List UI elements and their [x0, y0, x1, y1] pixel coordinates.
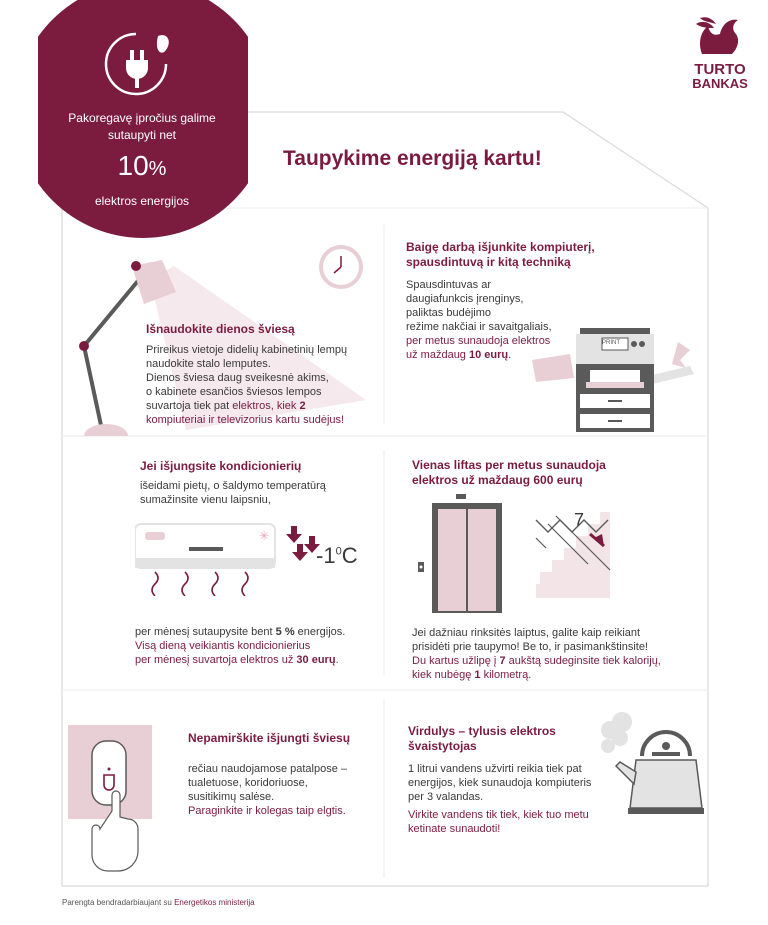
computer-hl-1: per metus sunaudoja elektros	[406, 335, 551, 347]
page-title: Taupykime energiją kartu!	[283, 147, 542, 170]
lift-text	[412, 626, 702, 682]
logo-line-1: TURTO	[694, 61, 746, 78]
badge-text-1: Pakoregavę įpročius galime	[68, 111, 216, 125]
temperature-value: -1	[316, 543, 336, 568]
temperature-unit: C	[341, 543, 358, 568]
ac-line-1: išeidami pietų, o šaldymo temperatūrą	[140, 480, 326, 492]
switch-line-1: rečiau naudojamose patalpose –	[188, 763, 348, 775]
kettle-title-line-1: Virdulys – tylusis elektros	[408, 724, 556, 738]
turto-bankas-logo	[692, 14, 748, 91]
lift-line-4-post: kilometrą.	[480, 669, 532, 681]
ac-bottom-line-3	[135, 653, 385, 667]
kettle-title	[408, 724, 556, 754]
footer	[62, 898, 255, 907]
lift-line-4-pre: kiek nubėgę	[412, 669, 475, 681]
switch-title: Nepamirškite išjungti šviesų	[188, 731, 351, 745]
computer-title-line-2: spausdintuvą ir kitą techniką	[406, 255, 571, 269]
badge-text-3: elektros energijos	[94, 194, 190, 208]
kettle-line-3: per 3 valandas.	[408, 791, 484, 803]
kettle-illustration	[592, 712, 704, 816]
switch-line-2: tualetuose, koridoriuose,	[188, 777, 308, 789]
floor-number: 7	[574, 510, 585, 530]
footer-text: Parengta bendradarbiaujant su	[62, 898, 175, 907]
computer-line-2: daugiafunkcis įrenginys,	[406, 293, 524, 305]
lift-title-line-2: elektros už maždaug 600 eurų	[412, 473, 583, 487]
ac-title: Jei išjungsite kondicionierių	[140, 459, 302, 473]
computer-hl-2-bold: 10 eurų	[468, 349, 509, 361]
footer-ministry-link[interactable]: Energetikos ministerija	[174, 898, 255, 907]
computer-line-4: režime nakčiai ir savaitgaliais,	[406, 321, 552, 333]
logo-line-2: BANKAS	[692, 76, 748, 91]
svg-text:✳: ✳	[259, 529, 270, 543]
kettle-hl-2: ketinate sunaudoti!	[408, 823, 501, 835]
lift-illustration	[418, 494, 618, 616]
daylight-line-6: kompiuteriai ir televizorius kartu sudėjus!	[146, 414, 345, 426]
daylight-line-3: Dienos šviesa daug sveikesnė akims,	[146, 372, 329, 384]
lift-line-3-post: aukštą sudeginsite tiek kalorijų,	[505, 655, 661, 667]
daylight-title: Išnaudokite dienos šviesą	[146, 322, 295, 336]
lift-line-4-bold: 1	[474, 669, 481, 681]
lift-line-1: Jei dažniau rinksitės laiptus, galite kaip reikiant	[412, 627, 641, 639]
ac-bottom-1-pre: per mėnesį sutaupysite bent	[135, 626, 276, 638]
badge-percent-sign: %	[148, 158, 167, 180]
printer-label: PRINT	[602, 340, 620, 346]
daylight-line-2: naudokite stalo lemputes.	[146, 358, 271, 370]
badge-text-2: sutaupyti net	[107, 128, 177, 142]
lift-title	[412, 458, 606, 488]
computer-title	[406, 240, 595, 270]
kettle-hl-1: Virkite vandens tik tiek, kiek tuo metu	[408, 809, 589, 821]
badge-percent	[52, 150, 232, 185]
lift-line-3-bold: 7	[499, 655, 506, 667]
ac-bottom-line-1	[135, 625, 385, 639]
ac-bottom-3-bold: 30 eurų	[296, 654, 336, 666]
ac-line-2: sumažinsite vienu laipsniu,	[140, 494, 271, 506]
lift-title-line-1: Vienas liftas per metus sunaudoja	[412, 458, 606, 472]
daylight-line-5-hl: elektros, kiek	[232, 400, 300, 412]
computer-title-line-1: Baigę darbą išjunkite kompiuterį,	[406, 240, 595, 254]
computer-hl-2-pre: už maždaug	[406, 349, 469, 361]
switch-text	[188, 762, 378, 818]
daylight-text	[146, 343, 386, 427]
switch-hl: Paraginkite ir kolegas taip elgtis.	[188, 805, 346, 817]
temperature-change	[316, 543, 358, 569]
computer-line-3: paliktas budėjimo	[406, 307, 491, 319]
kettle-text	[408, 762, 608, 804]
daylight-line-1: Prireikus vietoje didelių kabinetinių lempų	[146, 344, 348, 356]
lift-line-3	[412, 654, 702, 668]
kettle-line-1: 1 litrui vandens užvirti reikia tiek pat	[408, 763, 582, 775]
temperature-degree: 0	[335, 545, 342, 558]
ac-text	[140, 479, 380, 507]
kettle-hl-text	[408, 808, 608, 836]
computer-hl-2-post: .	[508, 349, 512, 361]
ac-bottom-text	[135, 625, 385, 667]
ac-bottom-line-2: Visą dieną veikiantis kondicionierius	[135, 640, 311, 652]
lift-line-4	[412, 668, 702, 682]
daylight-line-4: o kabinete esančios šviesos lempos	[146, 386, 322, 398]
griffin-icon	[692, 14, 748, 58]
daylight-line-5-pre: suvartoja tiek pat	[146, 400, 233, 412]
ac-bottom-3-pre: per mėnesį suvartoja elektros už	[135, 654, 297, 666]
computer-line-1: Spausdintuvas ar	[406, 279, 491, 291]
printer-illustration	[530, 320, 700, 435]
lift-line-2: prisidėti prie taupymo! Be to, ir pasimankštinsite!	[412, 641, 648, 653]
lift-line-3-pre: Du kartus užlipę į	[412, 655, 500, 667]
badge-percent-value: 10	[117, 150, 149, 181]
kettle-line-2: energijos, kiek sunaudoja kompiuteris	[408, 777, 592, 789]
ac-bottom-1-bold: 5 %	[275, 626, 295, 638]
kettle-title-line-2: švaistytojas	[408, 739, 477, 753]
ac-bottom-1-post: energijos.	[294, 626, 346, 638]
ac-bottom-3-post: .	[335, 654, 339, 666]
switch-line-3: susitikimų salėse.	[188, 791, 275, 803]
daylight-line-5-bold: 2	[299, 400, 306, 412]
daylight-line-5	[146, 399, 386, 413]
light-switch-illustration	[68, 725, 152, 873]
